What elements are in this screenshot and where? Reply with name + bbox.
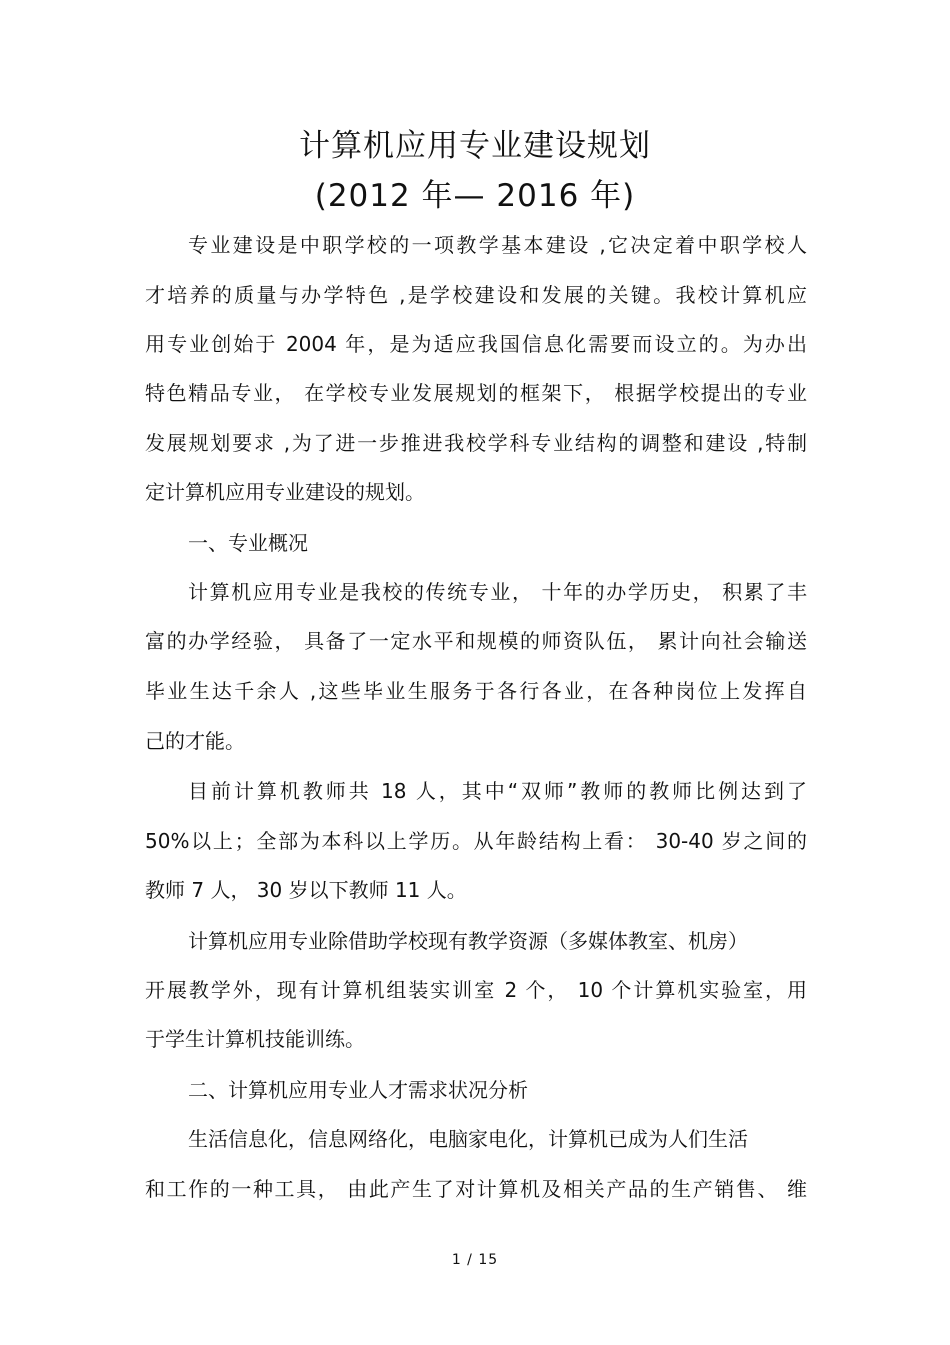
document-title: 计算机应用专业建设规划 (299, 128, 651, 164)
paragraph-line: 计算机应用专业除借助学校现有教学资源（多媒体教室、机房） (188, 929, 748, 953)
section-heading: 二、计算机应用专业人才需求状况分析 (188, 1078, 528, 1102)
paragraph-line: 己的才能。 (145, 729, 245, 753)
paragraph-line: 特色精品专业， 在学校专业发展规划的框架下， 根据学校提出的专业 (145, 381, 807, 405)
paragraph-line: 才培养的质量与办学特色 ,是学校建设和发展的关键。我校计算机应 (145, 283, 807, 307)
paragraph-line: 计算机应用专业是我校的传统专业， 十年的办学历史， 积累了丰 (188, 580, 807, 604)
paragraph-line: 目前计算机教师共 18 人，其中“双师”教师的教师比例达到了 (188, 779, 807, 803)
document-subtitle: (2012 年— 2016 年) (314, 178, 636, 214)
section-heading: 一、专业概况 (188, 531, 308, 555)
paragraph-line: 发展规划要求 ,为了进一步推进我校学科专业结构的调整和建设 ,特制 (145, 431, 807, 455)
paragraph-line: 50%以上；全部为本科以上学历。从年龄结构上看： 30-40 岁之间的 (145, 829, 807, 853)
paragraph-line: 开展教学外，现有计算机组装实训室 2 个， 10 个计算机实验室，用 (145, 978, 807, 1002)
paragraph-line: 富的办学经验， 具备了一定水平和规模的师资队伍， 累计向社会输送 (145, 629, 807, 653)
paragraph-line: 毕业生达千余人 ,这些毕业生服务于各行各业，在各种岗位上发挥自 (145, 679, 807, 703)
paragraph-line: 教师 7 人， 30 岁以下教师 11 人。 (145, 878, 467, 902)
paragraph-line: 定计算机应用专业建设的规划。 (145, 480, 425, 504)
page-number: 1 / 15 (451, 1252, 499, 1268)
paragraph-line: 专业建设是中职学校的一项教学基本建设 ,它决定着中职学校人 (188, 233, 807, 257)
paragraph-line: 和工作的一种工具， 由此产生了对计算机及相关产品的生产销售、 维 (145, 1177, 807, 1201)
paragraph-line: 生活信息化，信息网络化，电脑家电化，计算机已成为人们生活 (188, 1127, 748, 1151)
paragraph-line: 于学生计算机技能训练。 (145, 1027, 365, 1051)
paragraph-line: 用专业创始于 2004 年，是为适应我国信息化需要而设立的。为办出 (145, 332, 807, 356)
